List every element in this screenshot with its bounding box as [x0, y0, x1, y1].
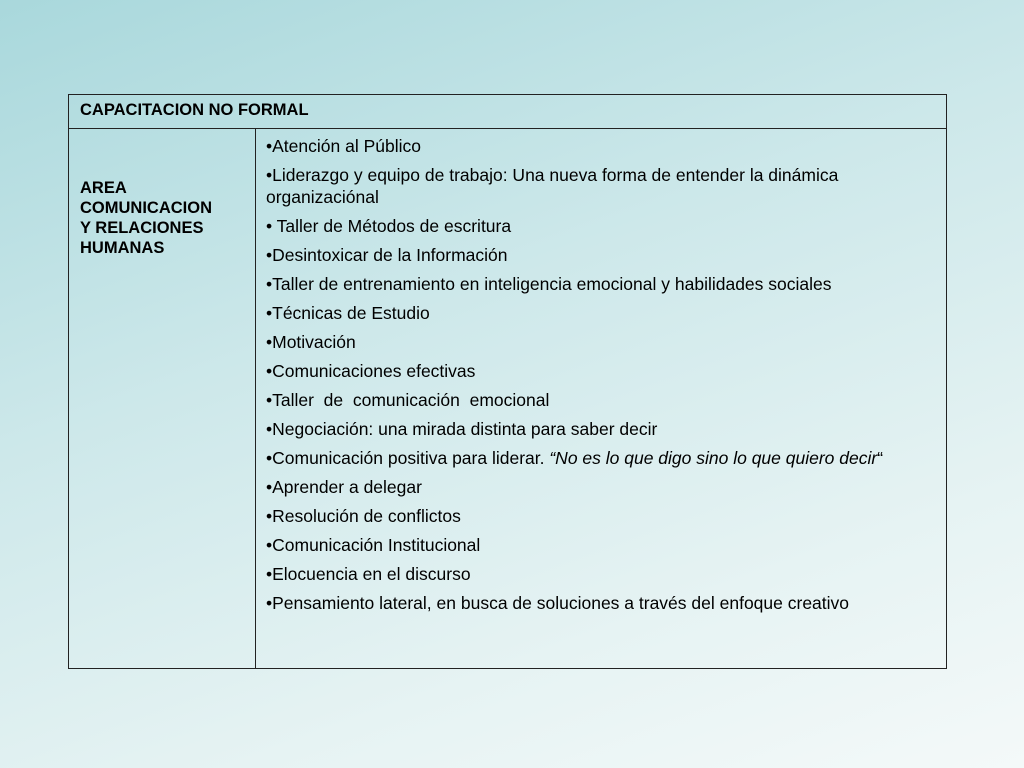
list-item: • Taller de Métodos de escritura: [266, 216, 512, 236]
list-item: •Negociación: una mirada distinta para saber decir: [266, 419, 658, 439]
quote-suffix: “: [877, 448, 884, 468]
area-cell: [69, 129, 256, 668]
area-line: COMUNICACION: [80, 199, 212, 217]
area-line: AREA: [80, 179, 127, 197]
training-table: [68, 94, 947, 669]
list-item: •Pensamiento lateral, en busca de soluciones a través del enfoque creativo: [266, 593, 850, 613]
list-item: •Comunicaciones efectivas: [266, 361, 476, 381]
area-line: HUMANAS: [80, 239, 165, 257]
quote-prefix: •Comunicación positiva para liderar.: [266, 448, 550, 468]
list-item: •Motivación: [266, 332, 356, 352]
list-item: •Resolución de conflictos: [266, 506, 461, 526]
list-item: •Comunicación Institucional: [266, 535, 481, 555]
list-item: •Desintoxicar de la Información: [266, 245, 508, 265]
course-list: [256, 129, 946, 668]
list-item: •Atención al Público: [266, 136, 421, 156]
area-line: Y RELACIONES: [80, 219, 204, 237]
list-item: •Liderazgo y equipo de trabajo: Una nueva forma de entender la dinámica organizaciónal: [266, 165, 844, 207]
list-item: •Técnicas de Estudio: [266, 303, 430, 323]
list-item: •Aprender a delegar: [266, 477, 422, 497]
quote-text: “No es lo que digo sino lo que quiero decir: [549, 448, 878, 468]
table-header: CAPACITACION NO FORMAL: [69, 95, 946, 129]
list-item-quote: [266, 447, 934, 469]
list-item: •Elocuencia en el discurso: [266, 564, 471, 584]
list-item: •Taller de comunicación emocional: [266, 390, 550, 410]
list-item: •Taller de entrenamiento en inteligencia emocional y habilidades sociales: [266, 274, 832, 294]
